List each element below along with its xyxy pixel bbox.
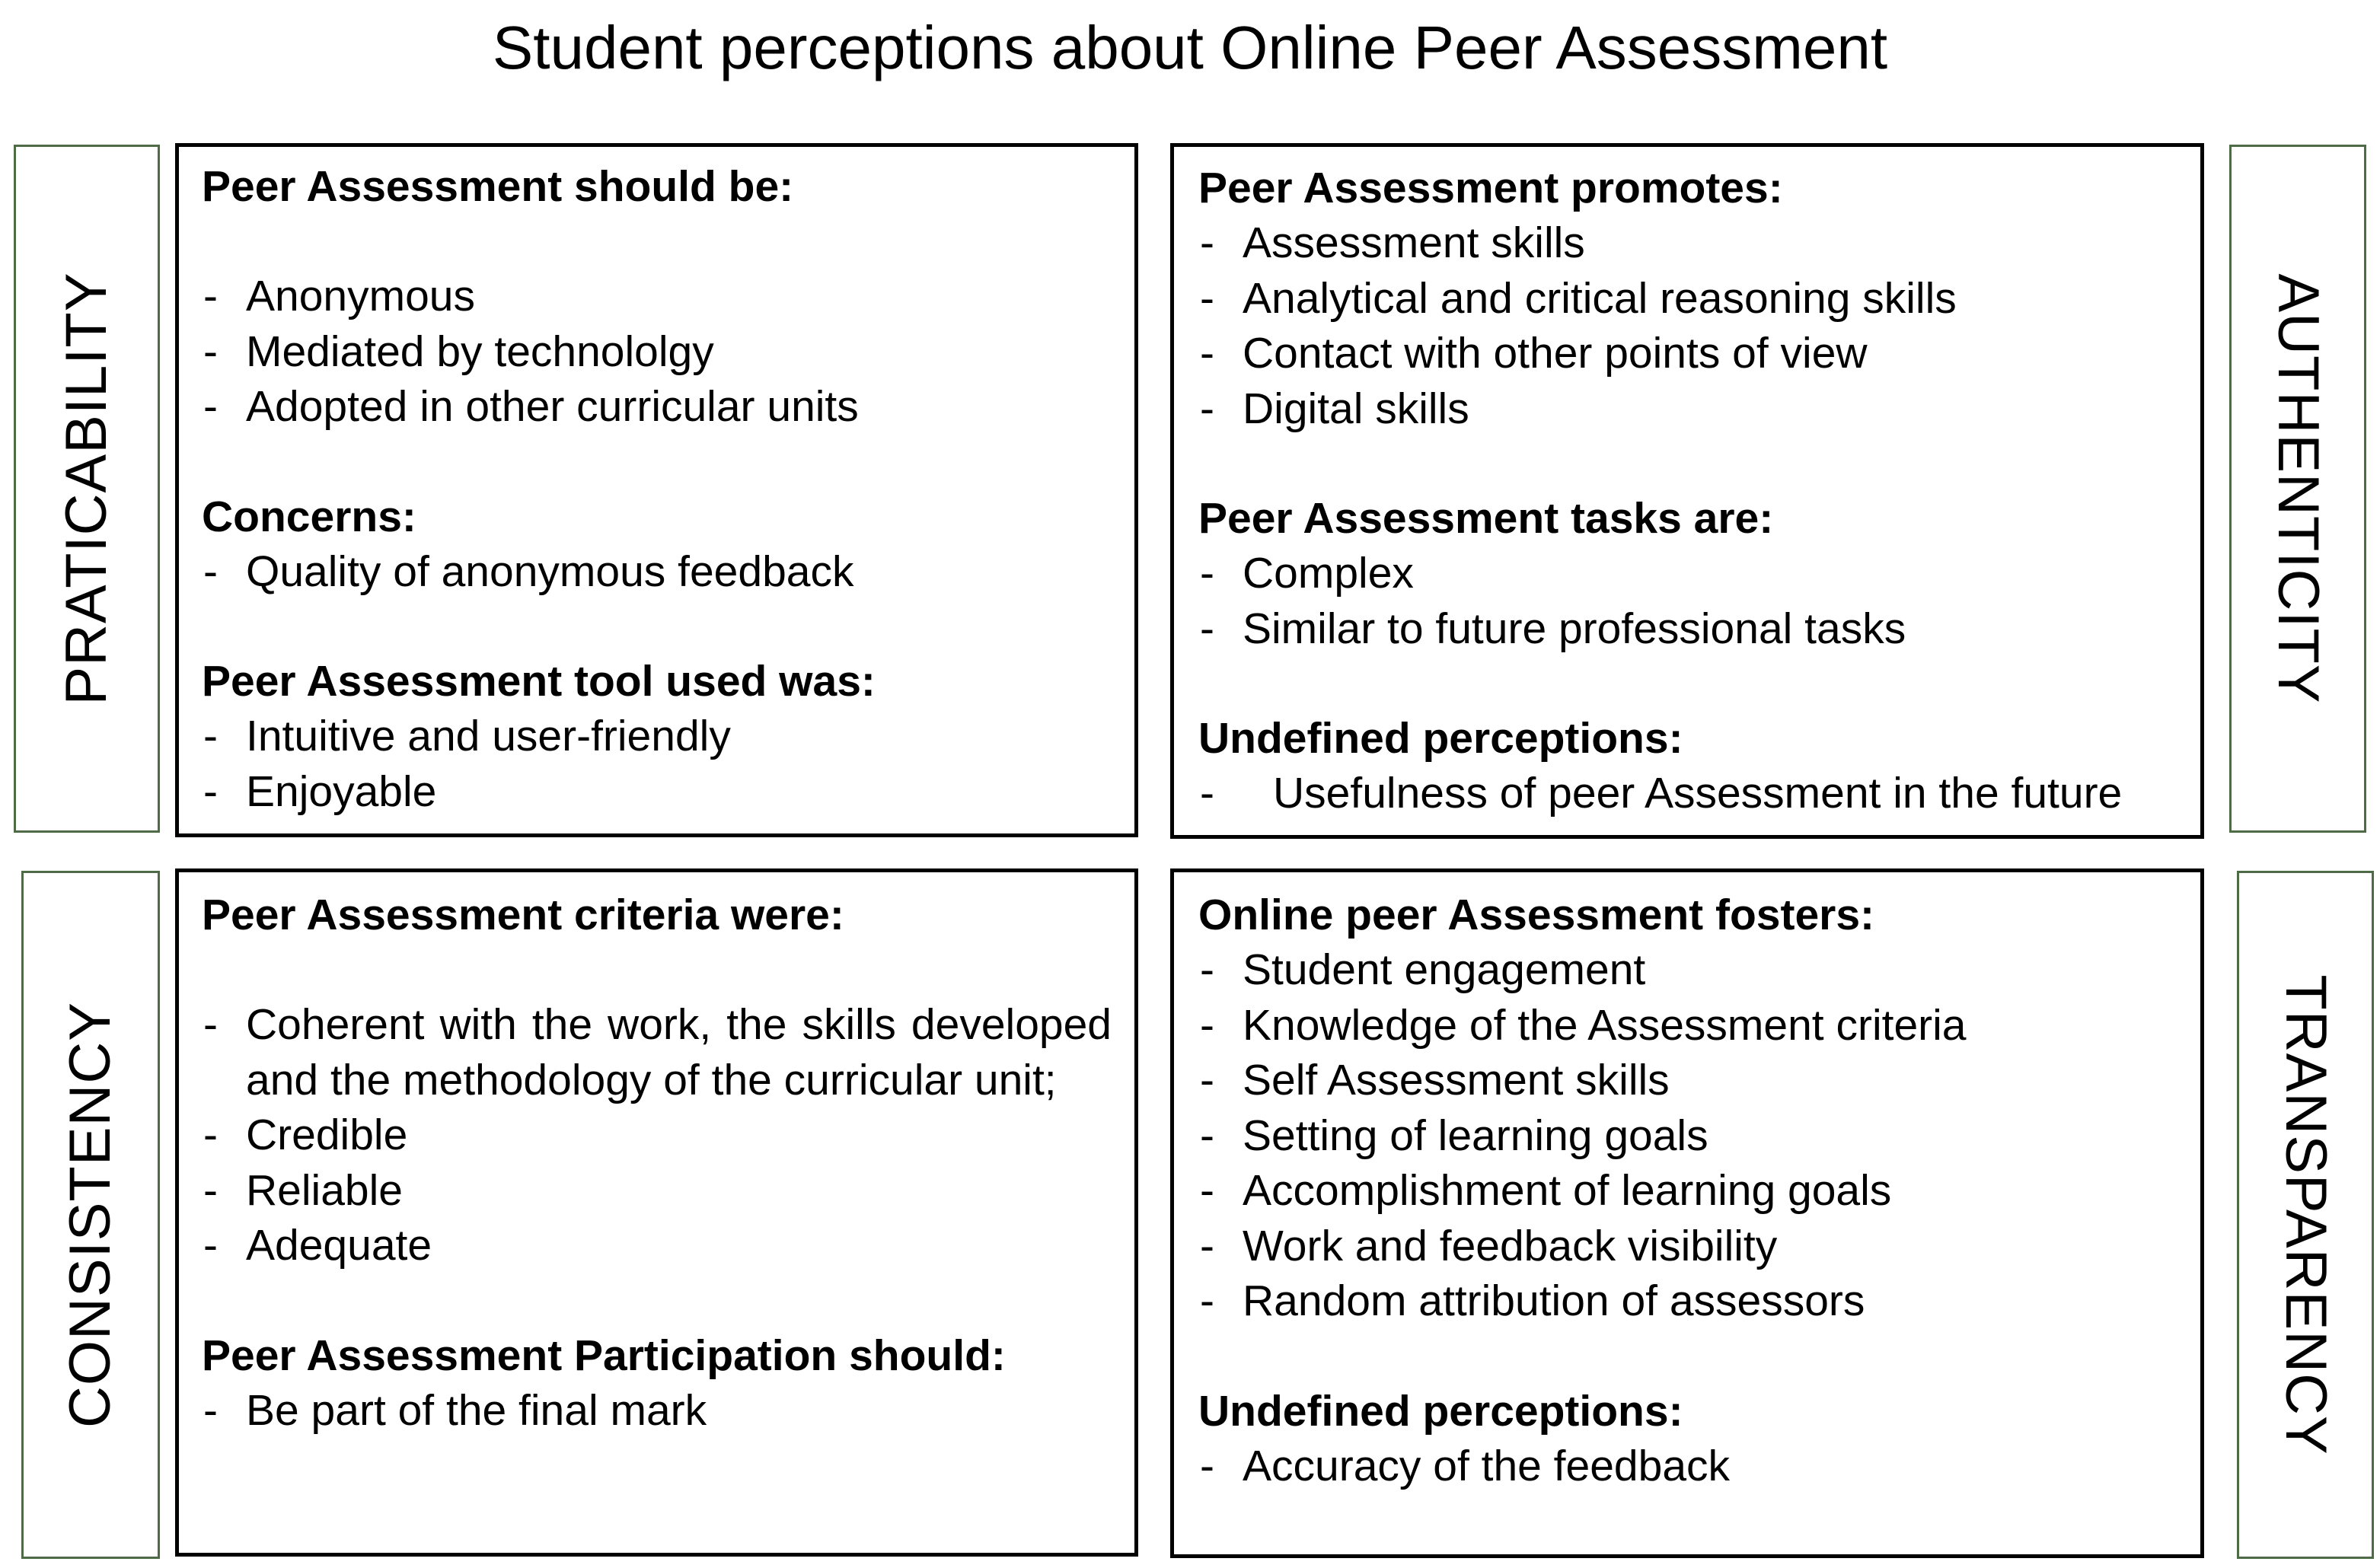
praticability-section-1	[202, 159, 1113, 435]
authenticity-box	[1170, 143, 2204, 839]
list-item: - Work and feedback visibility	[1198, 1219, 2179, 1274]
bullet-list	[1198, 215, 2179, 436]
transparency-section-2	[1198, 1384, 2179, 1494]
bullet-list	[202, 269, 1113, 435]
side-label-transparency: TRANSPARENCY	[2273, 974, 2338, 1455]
list-item: - Adequate	[202, 1218, 1112, 1273]
authenticity-section-1	[1198, 161, 2179, 436]
side-label-box-praticability	[14, 145, 160, 833]
section-heading: Peer Assessment promotes:	[1198, 164, 1783, 212]
section-heading: Peer Assessment should be:	[202, 162, 794, 211]
side-label-authenticity: AUTHENTICITY	[2266, 273, 2331, 704]
praticability-section-2	[202, 489, 1113, 600]
consistency-section-1	[202, 888, 1112, 1273]
transparency-section-1	[1198, 888, 2179, 1329]
list-item: - Accuracy of the feedback	[1198, 1439, 2179, 1494]
list-item: - Anonymous	[202, 269, 1113, 324]
bullet-list	[1198, 1439, 2179, 1494]
list-item: - Setting of learning goals	[1198, 1108, 2179, 1164]
list-item: - Random attribution of assessors	[1198, 1273, 2179, 1329]
diagram-title: Student perceptions about Online Peer Assessment	[492, 14, 1888, 81]
list-item: - Digital skills	[1198, 381, 2179, 437]
authenticity-section-2	[1198, 491, 2179, 656]
side-label-consistency: CONSISTENCY	[58, 1002, 123, 1428]
list-item: - Quality of anonymous feedback	[202, 544, 1113, 600]
consistency-section-2	[202, 1328, 1112, 1439]
section-heading: Peer Assessment criteria were:	[202, 891, 844, 939]
side-label-box-authenticity	[2229, 145, 2366, 833]
list-item: - Assessment skills	[1198, 215, 2179, 271]
bullet-list	[202, 544, 1113, 600]
bullet-list	[202, 1383, 1112, 1439]
bullet-list	[1198, 766, 2179, 821]
list-item: - Accomplishment of learning goals	[1198, 1163, 2179, 1219]
section-heading: Peer Assessment tasks are:	[1198, 494, 1774, 543]
list-item: - Intuitive and user-friendly	[202, 709, 1113, 764]
list-item: - Be part of the final mark	[202, 1383, 1112, 1439]
side-label-box-transparency	[2237, 871, 2374, 1559]
list-item: - Adopted in other curricular units	[202, 379, 1113, 435]
list-item: - Similar to future professional tasks	[1198, 601, 2179, 657]
section-heading: Undefined perceptions:	[1198, 1386, 1683, 1436]
section-heading: Online peer Assessment fosters:	[1198, 891, 1875, 939]
list-item: - Reliable	[202, 1163, 1112, 1219]
authenticity-section-3	[1198, 711, 2179, 821]
transparency-box	[1170, 868, 2204, 1558]
bullet-list	[1198, 546, 2179, 656]
list-item: - Coherent with the work, the skills developed and the methodology of the curricular unit;	[202, 997, 1112, 1107]
section-heading: Peer Assessment Participation should:	[202, 1331, 1006, 1380]
praticability-section-3	[202, 654, 1113, 819]
list-item: - Contact with other points of view	[1198, 326, 2179, 381]
section-heading: Concerns:	[202, 492, 416, 541]
consistency-box	[175, 868, 1138, 1557]
list-item: - Enjoyable	[202, 764, 1113, 820]
list-item: - Mediated by technololgy	[202, 324, 1113, 380]
side-label-box-consistency	[21, 871, 160, 1559]
side-label-praticability: PRATICABILITY	[54, 272, 119, 706]
list-item: - Self Assessment skills	[1198, 1053, 2179, 1108]
list-item: - Complex	[1198, 546, 2179, 601]
praticability-box	[175, 143, 1138, 837]
list-item: - Usefulness of peer Assessment in the future	[1198, 766, 2179, 821]
bullet-list	[202, 709, 1113, 819]
bullet-list	[202, 997, 1112, 1273]
section-heading: Undefined perceptions:	[1198, 714, 1683, 763]
list-item: - Student engagement	[1198, 942, 2179, 998]
list-item: - Knowledge of the Assessment criteria	[1198, 998, 2179, 1053]
list-item: - Credible	[202, 1107, 1112, 1163]
section-heading: Peer Assessment tool used was:	[202, 657, 876, 706]
bullet-list	[1198, 942, 2179, 1329]
list-item: - Analytical and critical reasoning skills	[1198, 271, 2179, 327]
